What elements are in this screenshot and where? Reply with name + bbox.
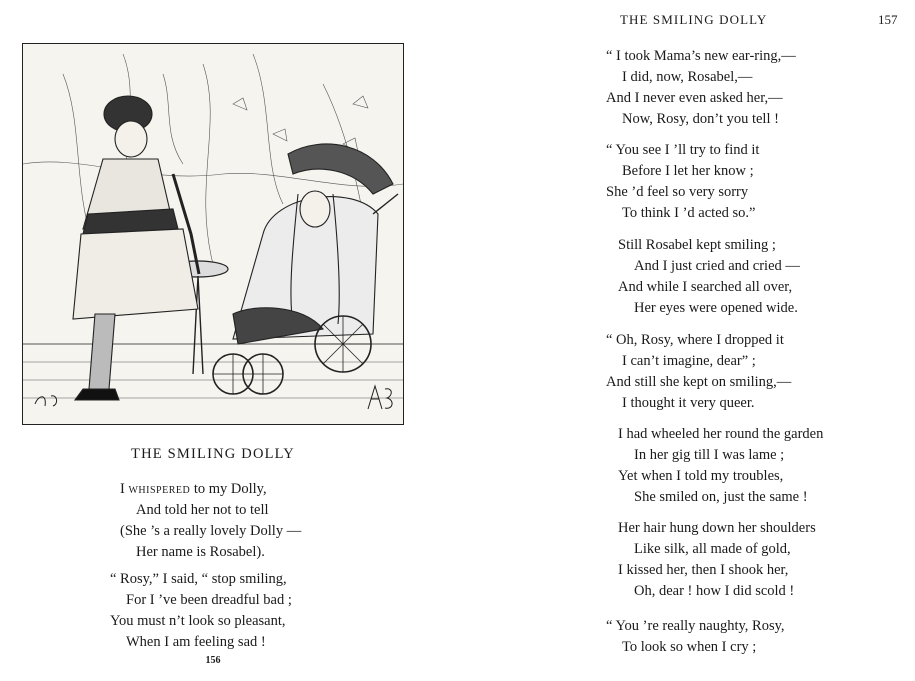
stanza-2-line-2: For I ’ve been dreadful bad ; <box>126 592 292 608</box>
stanza-1 <box>120 479 301 563</box>
stanza-line: In her gig till I was lame ; <box>634 447 785 463</box>
stanza-2-line-4: When I am feeling sad ! <box>126 634 266 650</box>
engraving-illustration <box>23 44 403 424</box>
stanza-line: To look so when I cry ; <box>622 639 757 655</box>
stanza-1-line-1: I whispered to my Dolly, <box>120 481 267 497</box>
stanza-line: And still she kept on smiling,— <box>606 374 792 390</box>
stanza-line: Her hair hung down her shoulders <box>618 520 816 536</box>
illustration-girl-and-doll-carriage <box>22 43 404 425</box>
stanza-2-line-1: “ Rosy,” I said, “ stop smiling, <box>110 571 287 587</box>
stanza-line: She smiled on, just the same ! <box>634 489 808 505</box>
stanza-5 <box>618 235 800 319</box>
running-head: THE SMILING DOLLY <box>620 12 768 27</box>
doll-carriage <box>213 144 398 394</box>
stanza-line: Oh, dear ! how I did scold ! <box>634 583 795 599</box>
stanza-line: Like silk, all made of gold, <box>634 541 791 557</box>
stanza-line: “ I took Mama’s new ear-ring,— <box>606 48 796 64</box>
stanza-line: She ’d feel so very sorry <box>606 184 749 200</box>
stanza-1-line-3: (She ’s a really lovely Dolly — <box>120 523 302 539</box>
stanza-9 <box>606 616 785 658</box>
page-number-right: 157 <box>878 12 898 27</box>
stanza-line: Before I let her know ; <box>622 163 754 179</box>
stanza-4 <box>606 140 759 224</box>
stanza-7 <box>618 424 823 508</box>
stanza-line: “ Oh, Rosy, where I dropped it <box>606 332 784 348</box>
stanza-line: “ You see I ’ll try to find it <box>606 142 760 158</box>
right-page <box>470 0 915 681</box>
stanza-2-line-3: You must n’t look so pleasant, <box>110 613 286 629</box>
stanza-1-line-4: Her name is Rosabel). <box>136 544 265 560</box>
poem-title: THE SMILING DOLLY <box>131 446 295 462</box>
stanza-line: And I never even asked her,— <box>606 90 783 106</box>
stanza-3 <box>606 46 796 130</box>
stanza-line: Her eyes were opened wide. <box>634 300 798 316</box>
stanza-line: To think I ’d acted so.” <box>622 205 756 221</box>
stanza-line: I kissed her, then I shook her, <box>618 562 789 578</box>
stanza-6 <box>606 330 791 414</box>
stanza-line: And while I searched all over, <box>618 279 793 295</box>
stanza-line: Now, Rosy, don’t you tell ! <box>622 111 779 127</box>
stanza-line: “ You ’re really naughty, Rosy, <box>606 618 785 634</box>
stanza-2 <box>110 569 292 653</box>
stanza-line: Still Rosabel kept smiling ; <box>618 237 776 253</box>
stanza-line: Yet when I told my troubles, <box>618 468 784 484</box>
stanza-line: I can’t imagine, dear” ; <box>622 353 756 369</box>
stanza-1-line-2: And told her not to tell <box>136 502 269 518</box>
page-number-left: 156 <box>205 655 221 666</box>
stanza-line: And I just cried and cried — <box>634 258 800 274</box>
left-page <box>0 0 440 681</box>
stanza-line: I did, now, Rosabel,— <box>622 69 753 85</box>
girl-figure <box>73 96 199 400</box>
stanza-line: I had wheeled her round the garden <box>618 426 824 442</box>
stanza-line: I thought it very queer. <box>622 395 755 411</box>
stanza-8 <box>618 518 816 602</box>
